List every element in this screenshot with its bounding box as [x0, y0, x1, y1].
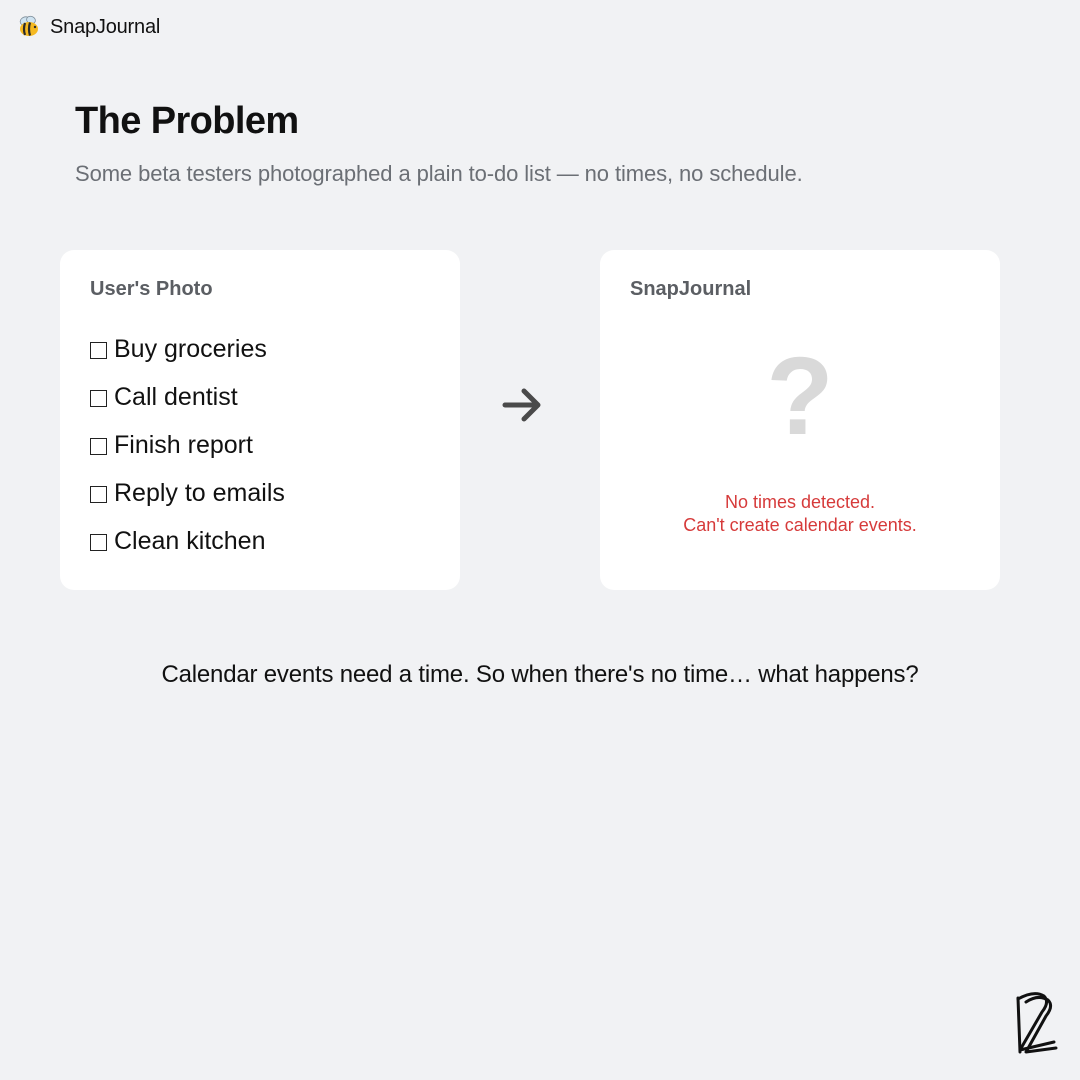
checkbox-icon — [90, 534, 107, 551]
question-mark-icon: ? — [766, 335, 834, 458]
checkbox-icon — [90, 438, 107, 455]
todo-item-label: Reply to emails — [114, 478, 285, 507]
error-line: No times detected. — [724, 492, 876, 512]
snapjournal-result-card — [600, 250, 1000, 590]
checkbox-icon — [90, 390, 107, 407]
error-line: Can't create calendar events. — [683, 515, 917, 535]
todo-item-label: Call dentist — [114, 382, 238, 411]
snapjournal-card-label: SnapJournal — [630, 278, 752, 300]
error-message — [600, 491, 1000, 537]
todo-item — [90, 373, 285, 421]
todo-item-label: Finish report — [114, 430, 253, 459]
closing-question: Calendar events need a time. So when there's no time… what happens? — [161, 661, 919, 688]
todo-list — [90, 325, 285, 565]
checkbox-icon — [90, 486, 107, 503]
page-title: The Problem — [75, 100, 299, 142]
brand-header — [16, 14, 160, 40]
page-subtitle: Some beta testers photographed a plain to-do list — no times, no schedule. — [75, 161, 803, 186]
brand-name: SnapJournal — [50, 15, 161, 38]
todo-item — [90, 517, 285, 565]
users-photo-label: User's Photo — [90, 278, 213, 300]
todo-item — [90, 421, 285, 469]
bee-icon — [16, 14, 42, 40]
todo-item — [90, 469, 285, 517]
arrow-right-icon — [500, 380, 546, 430]
todo-item-label: Buy groceries — [114, 334, 267, 363]
checkbox-icon — [90, 342, 107, 359]
todo-item — [90, 325, 285, 373]
todo-item-label: Clean kitchen — [114, 526, 266, 555]
users-photo-card — [60, 250, 460, 590]
z-logo-icon — [1014, 990, 1058, 1056]
